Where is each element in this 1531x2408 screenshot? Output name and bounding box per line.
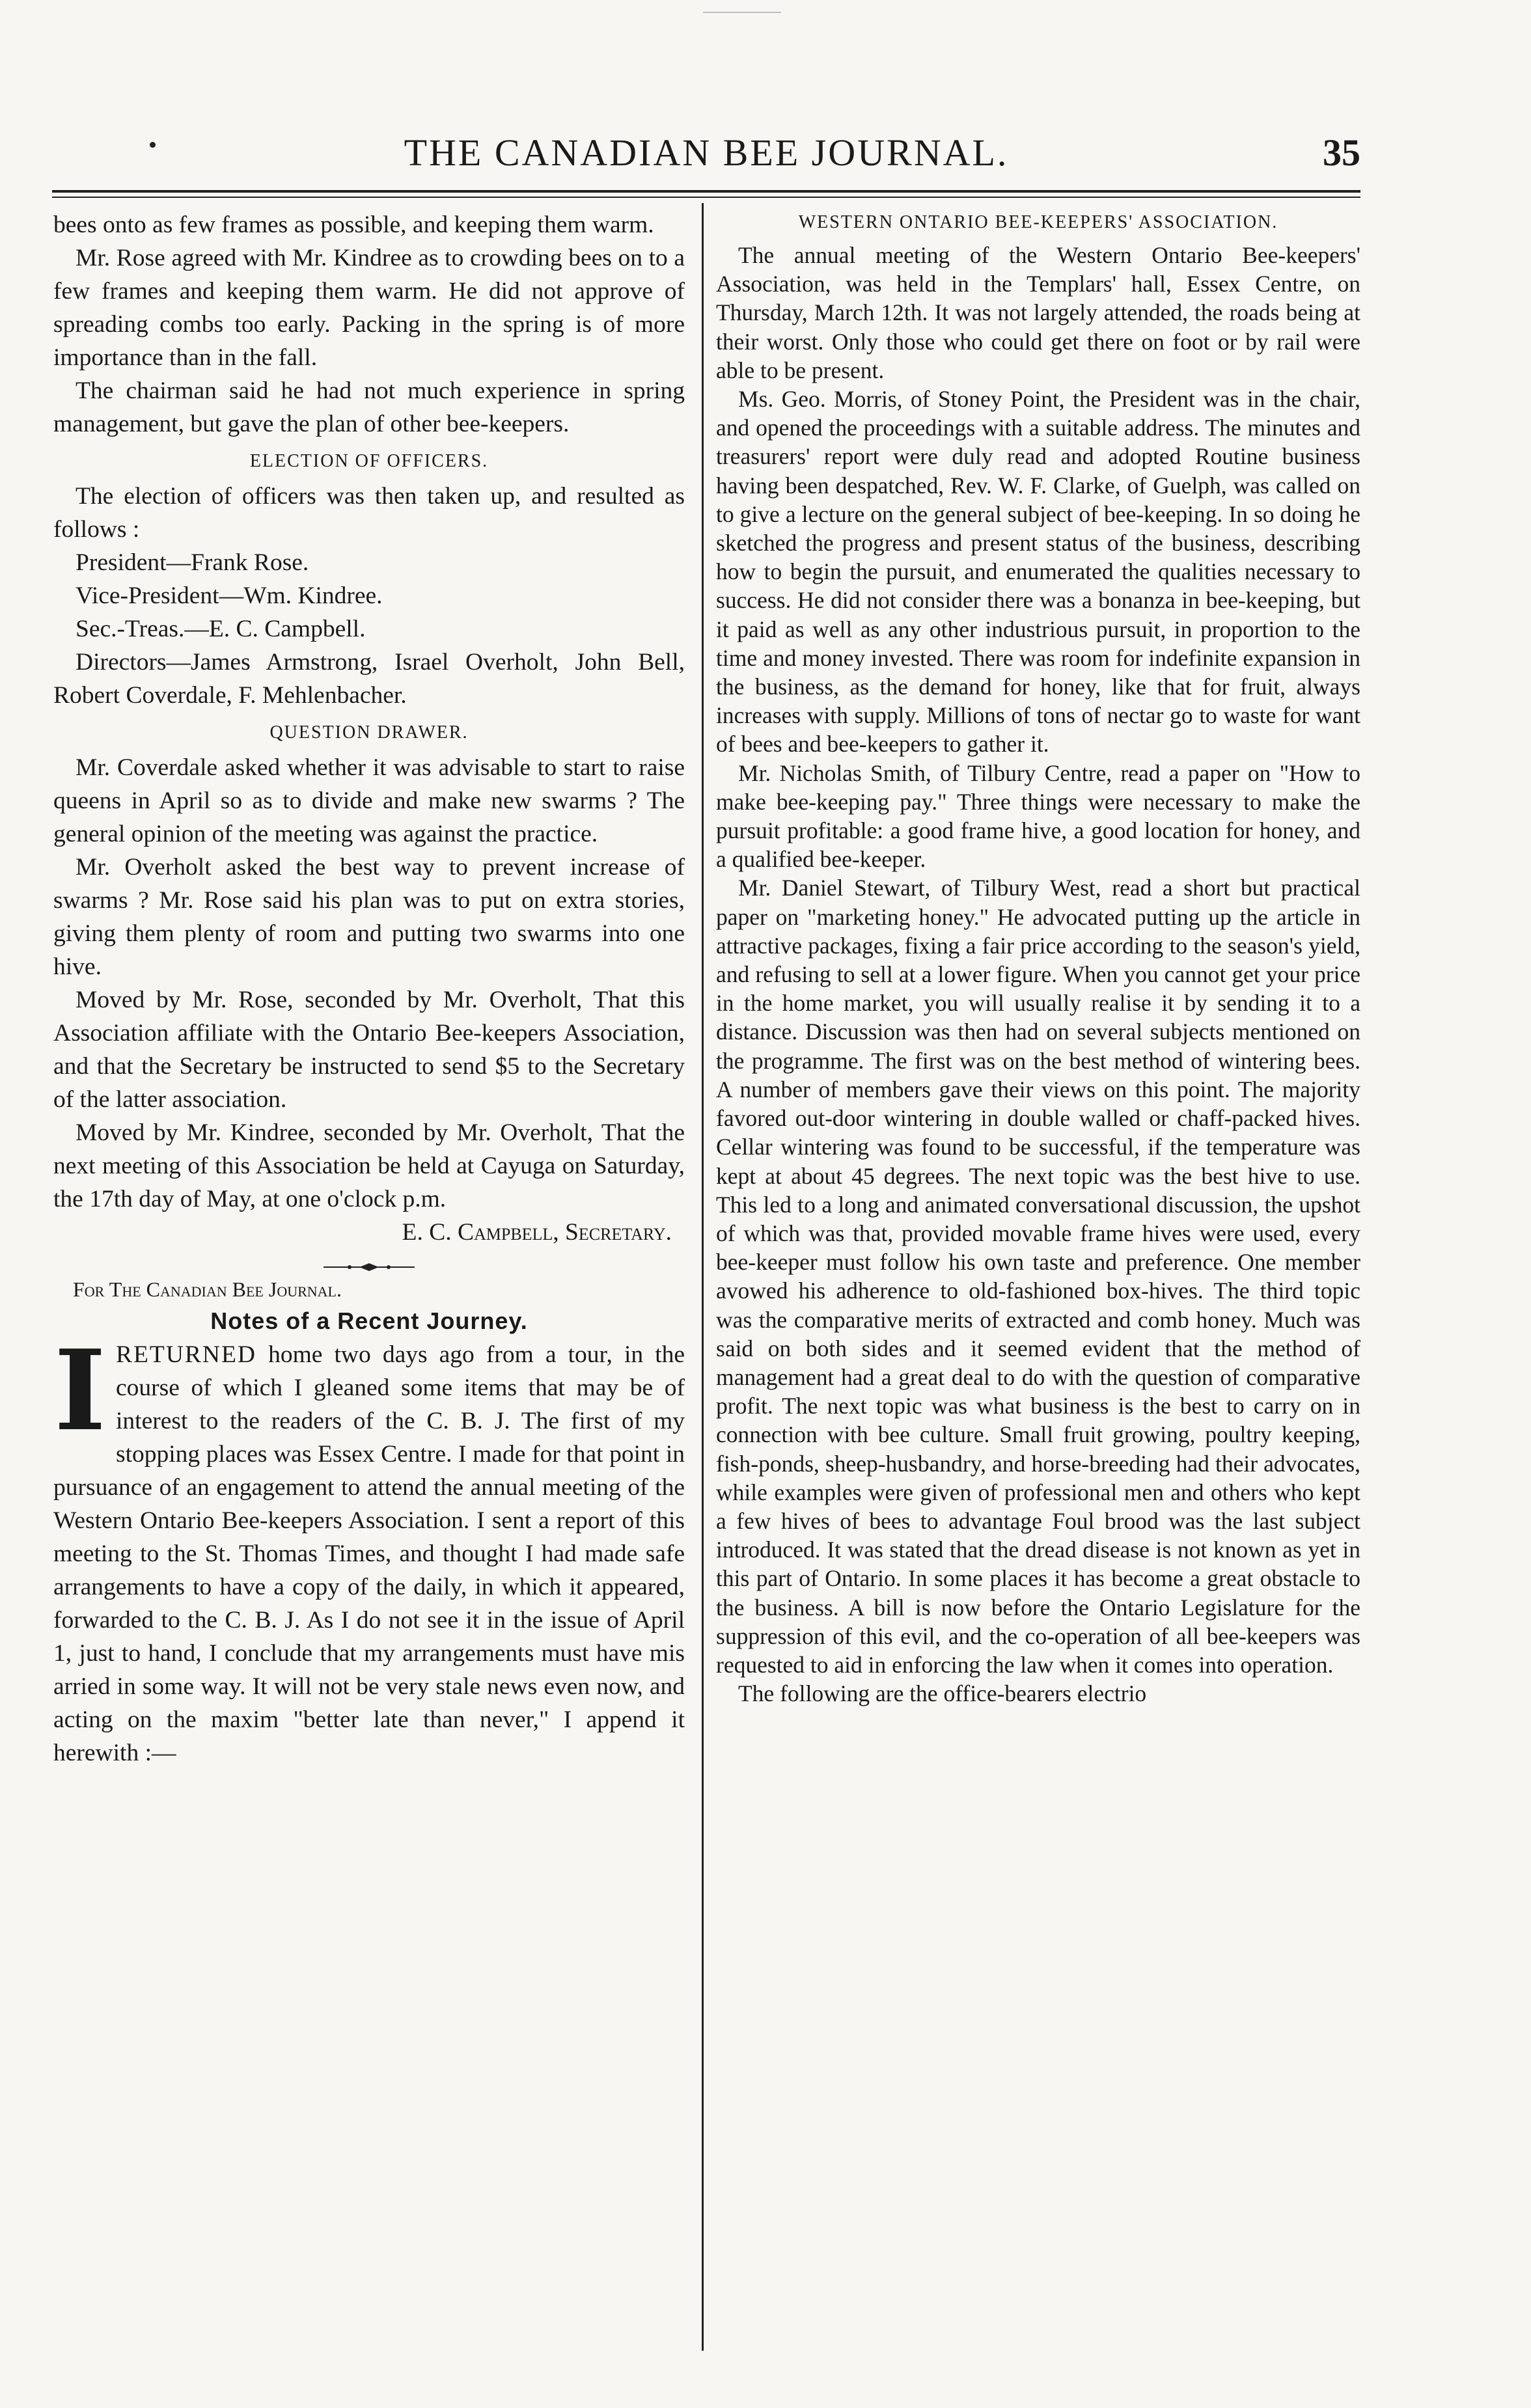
officers-list [53,546,685,646]
ornament-icon [324,1263,415,1272]
paragraph: Moved by Mr. Kindree, seconded by Mr. Overholt, That the next meeting of this Association be held at Cayuga on Saturday, the 17th day of May, at one o'clock p.m. [53,1119,685,1212]
paragraph [53,1326,685,1770]
section-heading-western-ontario: WESTERN ONTARIO BEE-KEEPERS' ASSOCIATION. [798,212,1278,232]
section-heading-election: ELECTION OF OFFICERS. [249,451,489,471]
paragraph: Ms. Geo. Morris, of Stoney Point, the President was in the chair, and opened the proceedings with a suitable address. The minutes and treasurers' report were duly read and adopted Routine business having been despatched, Rev. W. F. Clarke, of Guelph, was called on to give a lecture on the general subject of bee-keeping. In so doing he sketched the progress and present status of the business, describing how to begin the pursuit, and enumerated the qualities necessary to success. He did not consider there was a bonanza in bee-keeping, but it paid as well as any other industrious pursuit, in proportion to the time and money invested. There was room for indefinite expansion in the business, as the demand for honey, like that for fruit, always increases with supply. Millions of tons of nectar go to waste for want of bees and bee-keepers to gather it. [716,386,1360,758]
drop-cap: I [54,1326,106,1456]
paragraph: Mr. Coverdale asked whether it was advisable to start to raise queens in April so as to divide and make new swarms ? The general opinion of the meeting was against the practice. [53,754,685,847]
paragraph: The chairman said he had not much experience in spring management, but gave the plan of other bee-keepers. [53,377,685,437]
left-column [53,208,685,1770]
right-column [716,208,1360,1708]
list-item: Sec.-Treas.—E. C. Campbell. [76,616,366,642]
header-rule-thin [52,197,1360,198]
list-item: Vice-President—Wm. Kindree. [76,582,383,609]
paragraph: Moved by Mr. Rose, seconded by Mr. Overholt, That this Association affiliate with the Ontario Bee-keepers Association, and that the Secretary be instructed to send $5 to the Secretary of the latter association. [53,987,685,1113]
paragraph: The election of officers was then taken up, and resulted as follows : [53,483,685,543]
list-item: President—Frank Rose. [76,549,309,576]
paragraph: The annual meeting of the Western Ontario Bee-keepers' Association, was held in the Templars' hall, Essex Centre, on Thursday, March 12th. It was not largely attended, the roads being at their worst. Only those who could get there on foot or by rail were able to be present. [716,242,1360,383]
paragraph: bees onto as few frames as possible, and keeping them warm. [53,212,654,238]
first-word: RETURNED [116,1341,256,1368]
paragraph: The following are the office-bearers electrio [738,1680,1147,1707]
header-rule-thick [52,190,1360,193]
column-divider [702,203,704,2351]
section-heading-question-drawer: QUESTION DRAWER. [269,722,469,743]
page-number: 35 [1323,131,1360,174]
scan-mark [703,12,781,13]
ornament-divider [53,1258,685,1272]
page-header [52,130,1360,182]
paragraph-text: home two days ago from a tour, in the course of which I gleaned some items that may be of interest to the readers of the C. B. J. The first of my stopping places was Essex Centre. I made for that point in pursuance of an engagement to attend the annual meeting of the Western Ontario Bee-keepers Association. I sent a report of this meeting to the St. Thomas Times, and thought I had made safe arrangements to have a copy of the daily, in which it appeared, forwarded to the C. B. J. As I do not see it in the issue of April 1, just to hand, I conclude that my arrangements must have mis arried in some way. It will not be very stale news even now, and acting on the maxim "better late than never," I append it herewith :— [53,1341,685,1766]
paragraph: Mr. Overholt asked the best way to prevent increase of swarms ? Mr. Rose said his plan was to put on extra stories, giving them plenty of room and putting two swarms into one hive. [53,854,685,980]
article-title: Notes of a Recent Journey. [210,1307,528,1334]
article-body [53,1326,685,1770]
journal-title: THE CANADIAN BEE JOURNAL. [404,131,1009,174]
signature: E. C. Campbell, Secretary. [402,1219,672,1246]
paragraph: Mr. Nicholas Smith, of Tilbury Centre, read a paper on "How to make bee-keeping pay." Three things were necessary to make the pursuit profitable: a good frame hive, a good location for honey, and a qualified bee-keeper. [716,759,1360,873]
byline: For The Canadian Bee Journal. [73,1278,342,1301]
paragraph: Mr. Rose agreed with Mr. Kindree as to crowding bees on to a few frames and keeping them warm. He did not approve of spreading combs too early. Packing in the spring is of more importance than in the fall. [53,245,685,371]
paragraph-directors: Directors—James Armstrong, Israel Overholt, John Bell, Robert Coverdale, F. Mehlenbacher. [53,649,685,709]
paragraph: Mr. Daniel Stewart, of Tilbury West, read a short but practical paper on "marketing honey." He advocated putting up the article in attractive packages, fixing a fair price according to the season's yield, and refusing to sell at a lower figure. When you cannot get your price in the home market, you will usually realise it by sending it to a distance. Discussion was then had on several subjects mentioned on the programme. The first was on the best method of wintering bees. A number of members gave their views on this point. The majority favored out-door wintering in double walled or chaff-packed hives. Cellar wintering was found to be successful, if the temperature was kept at about 45 degrees. The next topic was the best hive to use. This led to a long and animated conversational discussion, the upshot of which was that, provided movable frame hives were used, every bee-keeper must follow his own taste and preference. One member avowed his adherence to old-fashioned box-hives. The third topic was the comparative merits of extracted and comb honey. Much was said on both sides and it seemed evident that the method of management had a great deal to do with the question of comparative profit. The next topic was what business is the best to carry on in connection with bee culture. Small fruit growing, poultry keeping, fish-ponds, sheep-husbandry, and horse-breeding had their advocates, while examples were given of professional men and others who kept a few hives of bees to advantage Foul brood was the last subject introduced. It was stated that the dread disease is not known as yet in this part of Ontario. In some places it has become a great obstacle to the business. A bill is now before the Ontario Legislature for the suppression of this evil, and the co-operation of all bee-keepers was requested to aid in enforcing the law when it comes into operation. [716,875,1360,1678]
